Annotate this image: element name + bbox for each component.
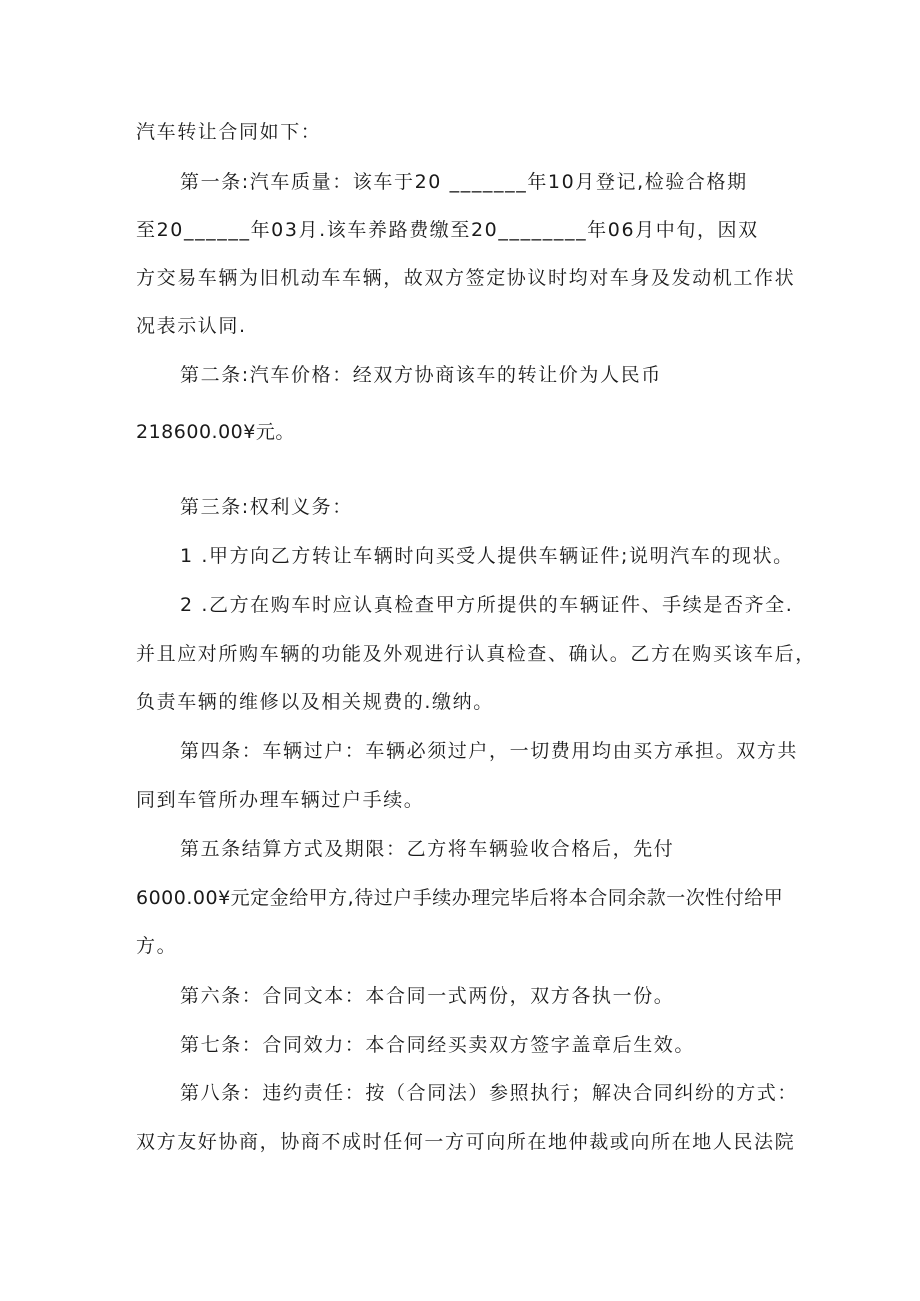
article-1-line-1: 第一条:汽车质量：该车于20 _______年10月登记,检验合格期: [180, 171, 748, 193]
article-3-heading: 第三条:权利义务：: [180, 496, 353, 518]
article-5-line-3: 方。: [136, 935, 178, 957]
article-1-line-4: 况表示认同.: [136, 315, 247, 337]
article-5-line-1: 第五条结算方式及期限：乙方将车辆验收合格后，先付: [180, 838, 675, 860]
article-3-item-1: 1 .甲方向乙方转让车辆时向买受人提供车辆证件;说明汽车的现状。: [180, 545, 794, 567]
article-3-item-2-line-3: 负责车辆的维修以及相关规费的.缴纳。: [136, 691, 494, 713]
article-3-item-2-line-1: 2 .乙方在购车时应认真检查甲方所提供的车辆证件、手续是否齐全.: [180, 594, 794, 616]
article-2-price: 218600.00¥元。: [136, 421, 295, 443]
article-8-line-1: 第八条：违约责任：按（合同法）参照执行；解决合同纠纷的方式：: [180, 1082, 799, 1104]
article-7-line: 第七条：合同效力：本合同经买卖双方签字盖章后生效。: [180, 1034, 696, 1056]
article-2-line-1: 第二条:汽车价格：经双方协商该车的转让价为人民币: [180, 364, 662, 386]
article-8-line-2: 双方友好协商，协商不成时任何一方可向所在地仲裁或向所在地人民法院: [136, 1131, 796, 1153]
article-1-line-2: 至20______年03月.该车养路费缴至20________年06月中旬，因双: [136, 219, 759, 241]
article-4-line-1: 第四条：车辆过户：车辆必须过户，一切费用均由买方承担。双方共: [180, 740, 799, 762]
article-6-line: 第六条：合同文本：本合同一式两份，双方各执一份。: [180, 985, 675, 1007]
article-3-item-2-line-2: 并且应对所购车辆的功能及外观进行认真检查、确认。乙方在购买该车后，: [136, 643, 816, 665]
article-1-line-3: 方交易车辆为旧机动车车辆，故双方签定协议时均对车身及发动机工作状: [136, 267, 796, 289]
article-5-line-2: 6000.00¥元定金给甲方,待过户手续办理完毕后将本合同余款一次性付给甲: [136, 887, 784, 909]
intro-line: 汽车转让合同如下：: [136, 121, 322, 143]
article-4-line-2: 同到车管所办理车辆过户手续。: [136, 789, 425, 811]
